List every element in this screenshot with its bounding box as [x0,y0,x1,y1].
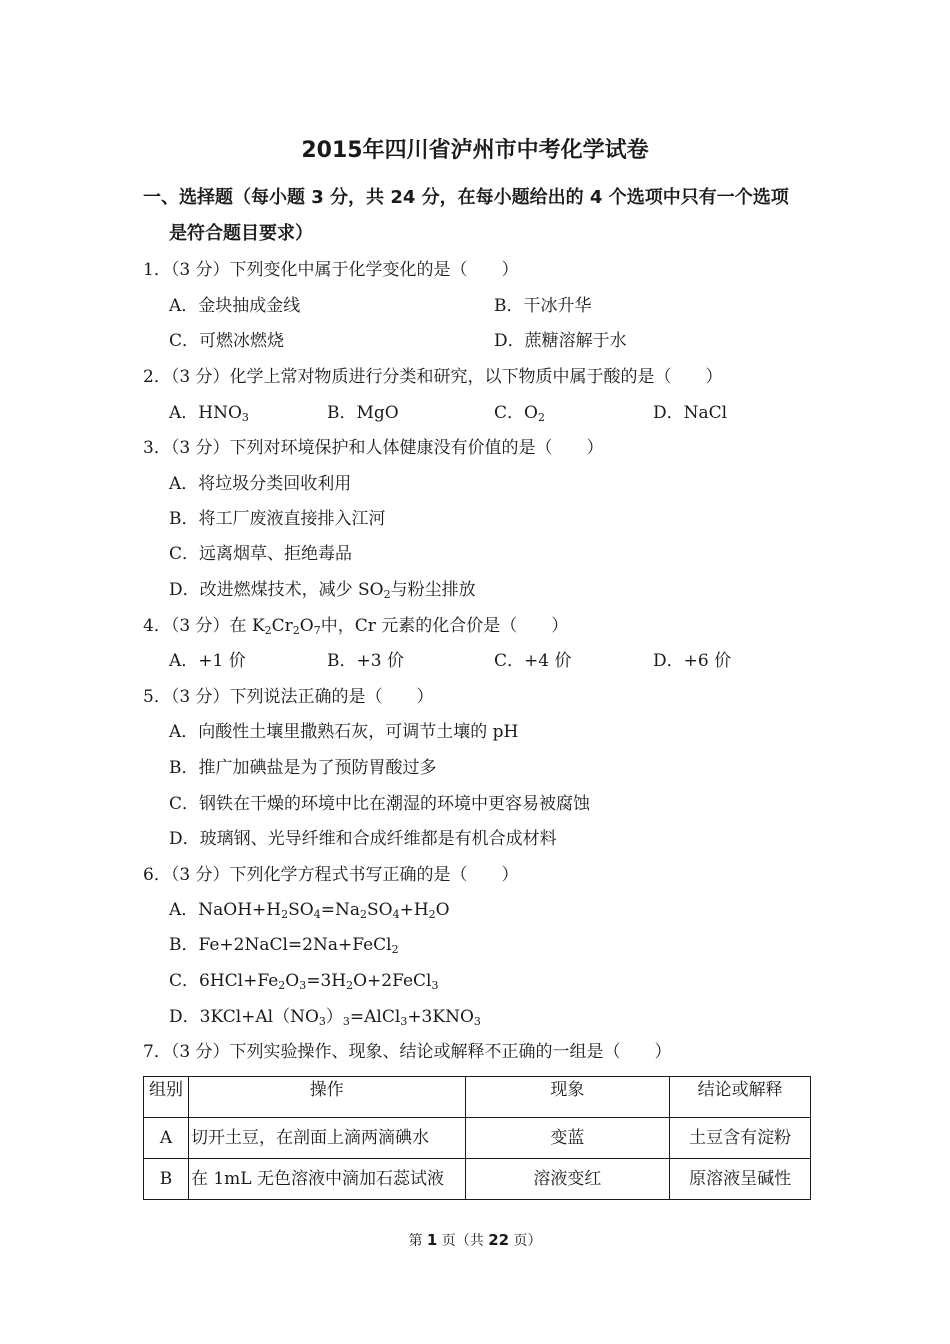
table-cell: 变蓝 [465,1118,670,1159]
table-header-cell: 组别 [144,1077,189,1118]
table-header-row [144,1077,811,1118]
question-5-option-a: A．向酸性土壤里撒熟石灰，可调节土壤的 pH [169,722,519,742]
table-cell: 切开土豆，在剖面上滴两滴碘水 [188,1118,465,1159]
question-6-option-b: B．Fe+2NaCl=2Na+FeCl$_2$ [169,935,399,956]
question-5-option-d: D．玻璃钢、光导纤维和合成纤维都是有机合成材料 [169,829,557,849]
experiment-table [143,1076,811,1200]
question-1-option-b: B．干冰升华 [494,296,592,316]
question-3-option-c: C．远离烟草、拒绝毒品 [169,544,353,564]
question-6-option-a: A．$NaOH+H_2SO_4=Na_2SO_4+H_2O$ [169,900,450,921]
question-3-option-b: B．将工厂废液直接排入江河 [169,509,386,529]
question-3-option-d: D．改进燃煤技术，减少 $SO_2$与粉尘排放 [169,580,476,601]
question-2-option-a: A．$HNO_3$ [169,403,249,424]
table-cell: B [144,1159,189,1200]
question-3-option-a: A．将垃圾分类回收利用 [169,474,352,494]
table-row [144,1159,811,1200]
table-cell: 土豆含有淀粉 [670,1118,811,1159]
table-row [144,1118,811,1159]
question-2-option-d: D．NaCl [653,403,728,423]
question-3-stem: 3．（3 分）下列对环境保护和人体健康没有价值的是（ ） [143,438,604,458]
question-5-stem: 5．（3 分）下列说法正确的是（ ） [143,687,434,707]
table-header-cell: 结论或解释 [670,1077,811,1118]
table-cell: 溶液变红 [465,1159,670,1200]
question-2-option-c: C．$O_2$ [494,403,545,424]
question-4-stem: 4．（3 分）在 $K_2Cr_2O_7$中，Cr 元素的化合价是（ ） [143,616,569,637]
question-6-option-d: D．$3KCl+Al(NO_3)_3=AlCl_3+3KNO_3$ [169,1007,481,1028]
section-heading-line2: 是符合题目要求） [169,223,313,244]
table-cell: 在 1mL 无色溶液中滴加石蕊试液 [188,1159,465,1200]
question-1-stem: 1．（3 分）下列变化中属于化学变化的是（ ） [143,260,519,280]
question-4-option-a: A．+1 价 [169,651,246,671]
page-footer: 第 1 页（共 22 页） [408,1231,542,1249]
question-4-option-b: B．+3 价 [327,651,404,671]
question-1-option-a: A．金块抽成金线 [169,296,301,316]
question-1-option-d: D．蔗糖溶解于水 [494,331,627,351]
total-page-count: 22 [488,1231,510,1249]
question-4-option-c: C．+4 价 [494,651,572,671]
question-6-stem: 6．（3 分）下列化学方程式书写正确的是（ ） [143,865,519,885]
current-page-number: 1 [426,1231,438,1249]
question-6-option-c: C．$6HCl+Fe_2O_3=3H_2O+2FeCl_3$ [169,971,439,992]
question-2-option-b: B．MgO [327,403,399,423]
table-header-cell: 操作 [188,1077,465,1118]
page-title: 2015年四川省泸州市中考化学试卷 [301,138,649,163]
question-7-stem: 7．（3 分）下列实验操作、现象、结论或解释不正确的一组是（ ） [143,1042,672,1062]
question-5-option-c: C．钢铁在干燥的环境中比在潮湿的环境中更容易被腐蚀 [169,794,591,814]
question-5-option-b: B．推广加碘盐是为了预防胃酸过多 [169,758,437,778]
table-cell: 原溶液呈碱性 [670,1159,811,1200]
section-heading-line1: 一、选择题（每小题 3 分，共 24 分，在每小题给出的 4 个选项中只有一个选项 [143,187,789,208]
question-4-option-d: D．+6 价 [653,651,732,671]
question-2-stem: 2．（3 分）化学上常对物质进行分类和研究，以下物质中属于酸的是（ ） [143,367,723,387]
question-1-option-c: C．可燃冰燃烧 [169,331,285,351]
table-header-cell: 现象 [465,1077,670,1118]
table-cell: A [144,1118,189,1159]
section-heading [143,180,823,252]
